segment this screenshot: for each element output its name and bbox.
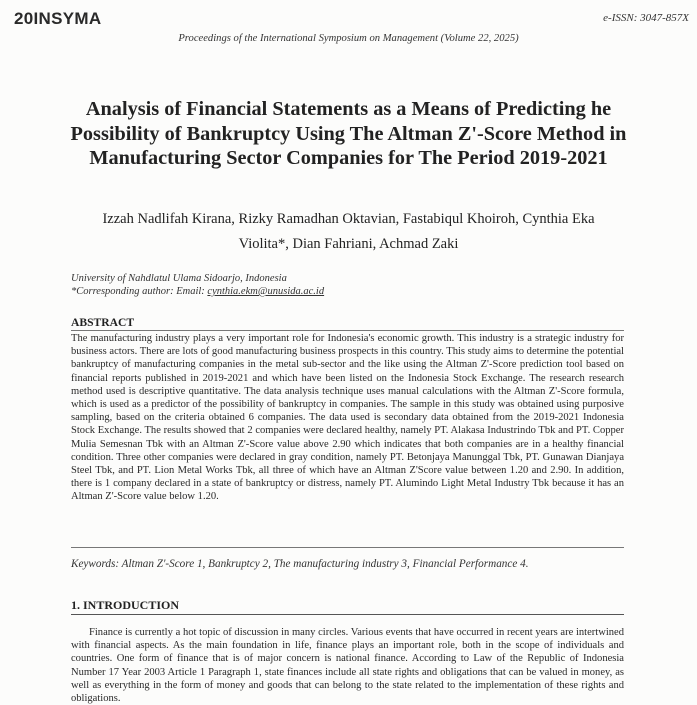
author-list <box>40 207 657 257</box>
abstract-text: The manufacturing industry plays a very important role for Indonesia's economic growth. This industry is a strategic industry for business actors. There are lots of good manufacturing business prospects in this country. This study aims to determine the potential bankruptcy of manufacturing companies in the metal sub-sector and the like using the Altman Z'-Score prediction tool based on financial reports published in 2019-2021 and which have been listed on the Indonesia Stock Exchange. The research research method used is descriptive quantitative. The data analysis technique uses manual calculations with the Altman Z'-Score formula, which is used as a predictor of the possibility of bankruptcy in companies. The sample in this study was obtained using purposive sampling, based on the criteria obtained 6 companies. The data used is secondary data obtained from the 2019-2021 Indonesia Stock Exchange. The results showed that 2 companies were declared healthy, namely PT. Alakasa Industrindo Tbk and PT. Copper Mulia Semesnan Tbk with an Altman Z'-Score value above 2.90 which indicates that both companies are in a healthy financial condition. Three other companies were declared in gray condition, namely PT. Betonjaya Manunggal Tbk, PT. Gunawan Dianjaya Steel Tbk, and PT. Lion Metal Works Tbk, all three of which have an Altman Z'Score value between 1.20 and 2.90. In addition, there is 1 company declared in a state of bankruptcy or distress, namely PT. Alumindo Light Metal Industry Tbk because it has an Altman Z'-Score value below 1.20. <box>71 333 624 503</box>
authors-line-1: Izzah Nadlifah Kirana, Rizky Ramadhan Oktavian, Fastabiqul Khoiroh, Cynthia Eka <box>102 211 595 227</box>
journal-logo: 20INSYMA <box>14 9 102 28</box>
abstract-top-divider <box>71 330 624 331</box>
corresponding-author <box>71 285 657 298</box>
paper-title: Analysis of Financial Statements as a Means of Predicting he Possibility of Bankruptcy Using The Altman Z'-Score Method in Manufacturing Sector Companies for The Period 2019-2021 <box>70 98 627 169</box>
affiliation: University of Nahdlatul Ulama Sidoarjo, Indonesia <box>71 273 287 284</box>
affiliation-block <box>71 272 657 298</box>
section-divider <box>71 614 624 615</box>
authors-line-2: Violita*, Dian Fahriani, Achmad Zaki <box>238 236 459 252</box>
abstract-bottom-divider <box>71 547 624 548</box>
keywords: Keywords: Altman Z'-Score 1, Bankruptcy 2, The manufacturing industry 3, Financial Performance 4. <box>71 558 529 570</box>
introduction-text: Finance is currently a hot topic of discussion in many circles. Various events that have occurred in recent years are intertwined with financial aspects. As the main foundation in life, finance plays an important role, both in the scope of individuals and countries. One form of finance that is of major concern is national finance. According to Law of the Republic of Indonesia Number 17 Year 2003 Article 1 Paragraph 1, state finances include all state rights and obligations that can be valued in money, as well as everything in the form of money and goods that can belong to the state related to the implementation of these rights and obligations. <box>71 627 624 705</box>
corresponding-email-link[interactable]: cynthia.ekm@unusida.ac.id <box>207 286 325 297</box>
proceedings-header: Proceedings of the International Symposium on Management (Volume 22, 2025) <box>178 33 519 44</box>
section-heading-introduction: 1. INTRODUCTION <box>71 598 180 612</box>
corresponding-label: *Corresponding author: Email: <box>71 286 208 297</box>
abstract-heading: ABSTRACT <box>71 316 135 329</box>
issn-label: e-ISSN: 3047-857X <box>603 12 689 24</box>
